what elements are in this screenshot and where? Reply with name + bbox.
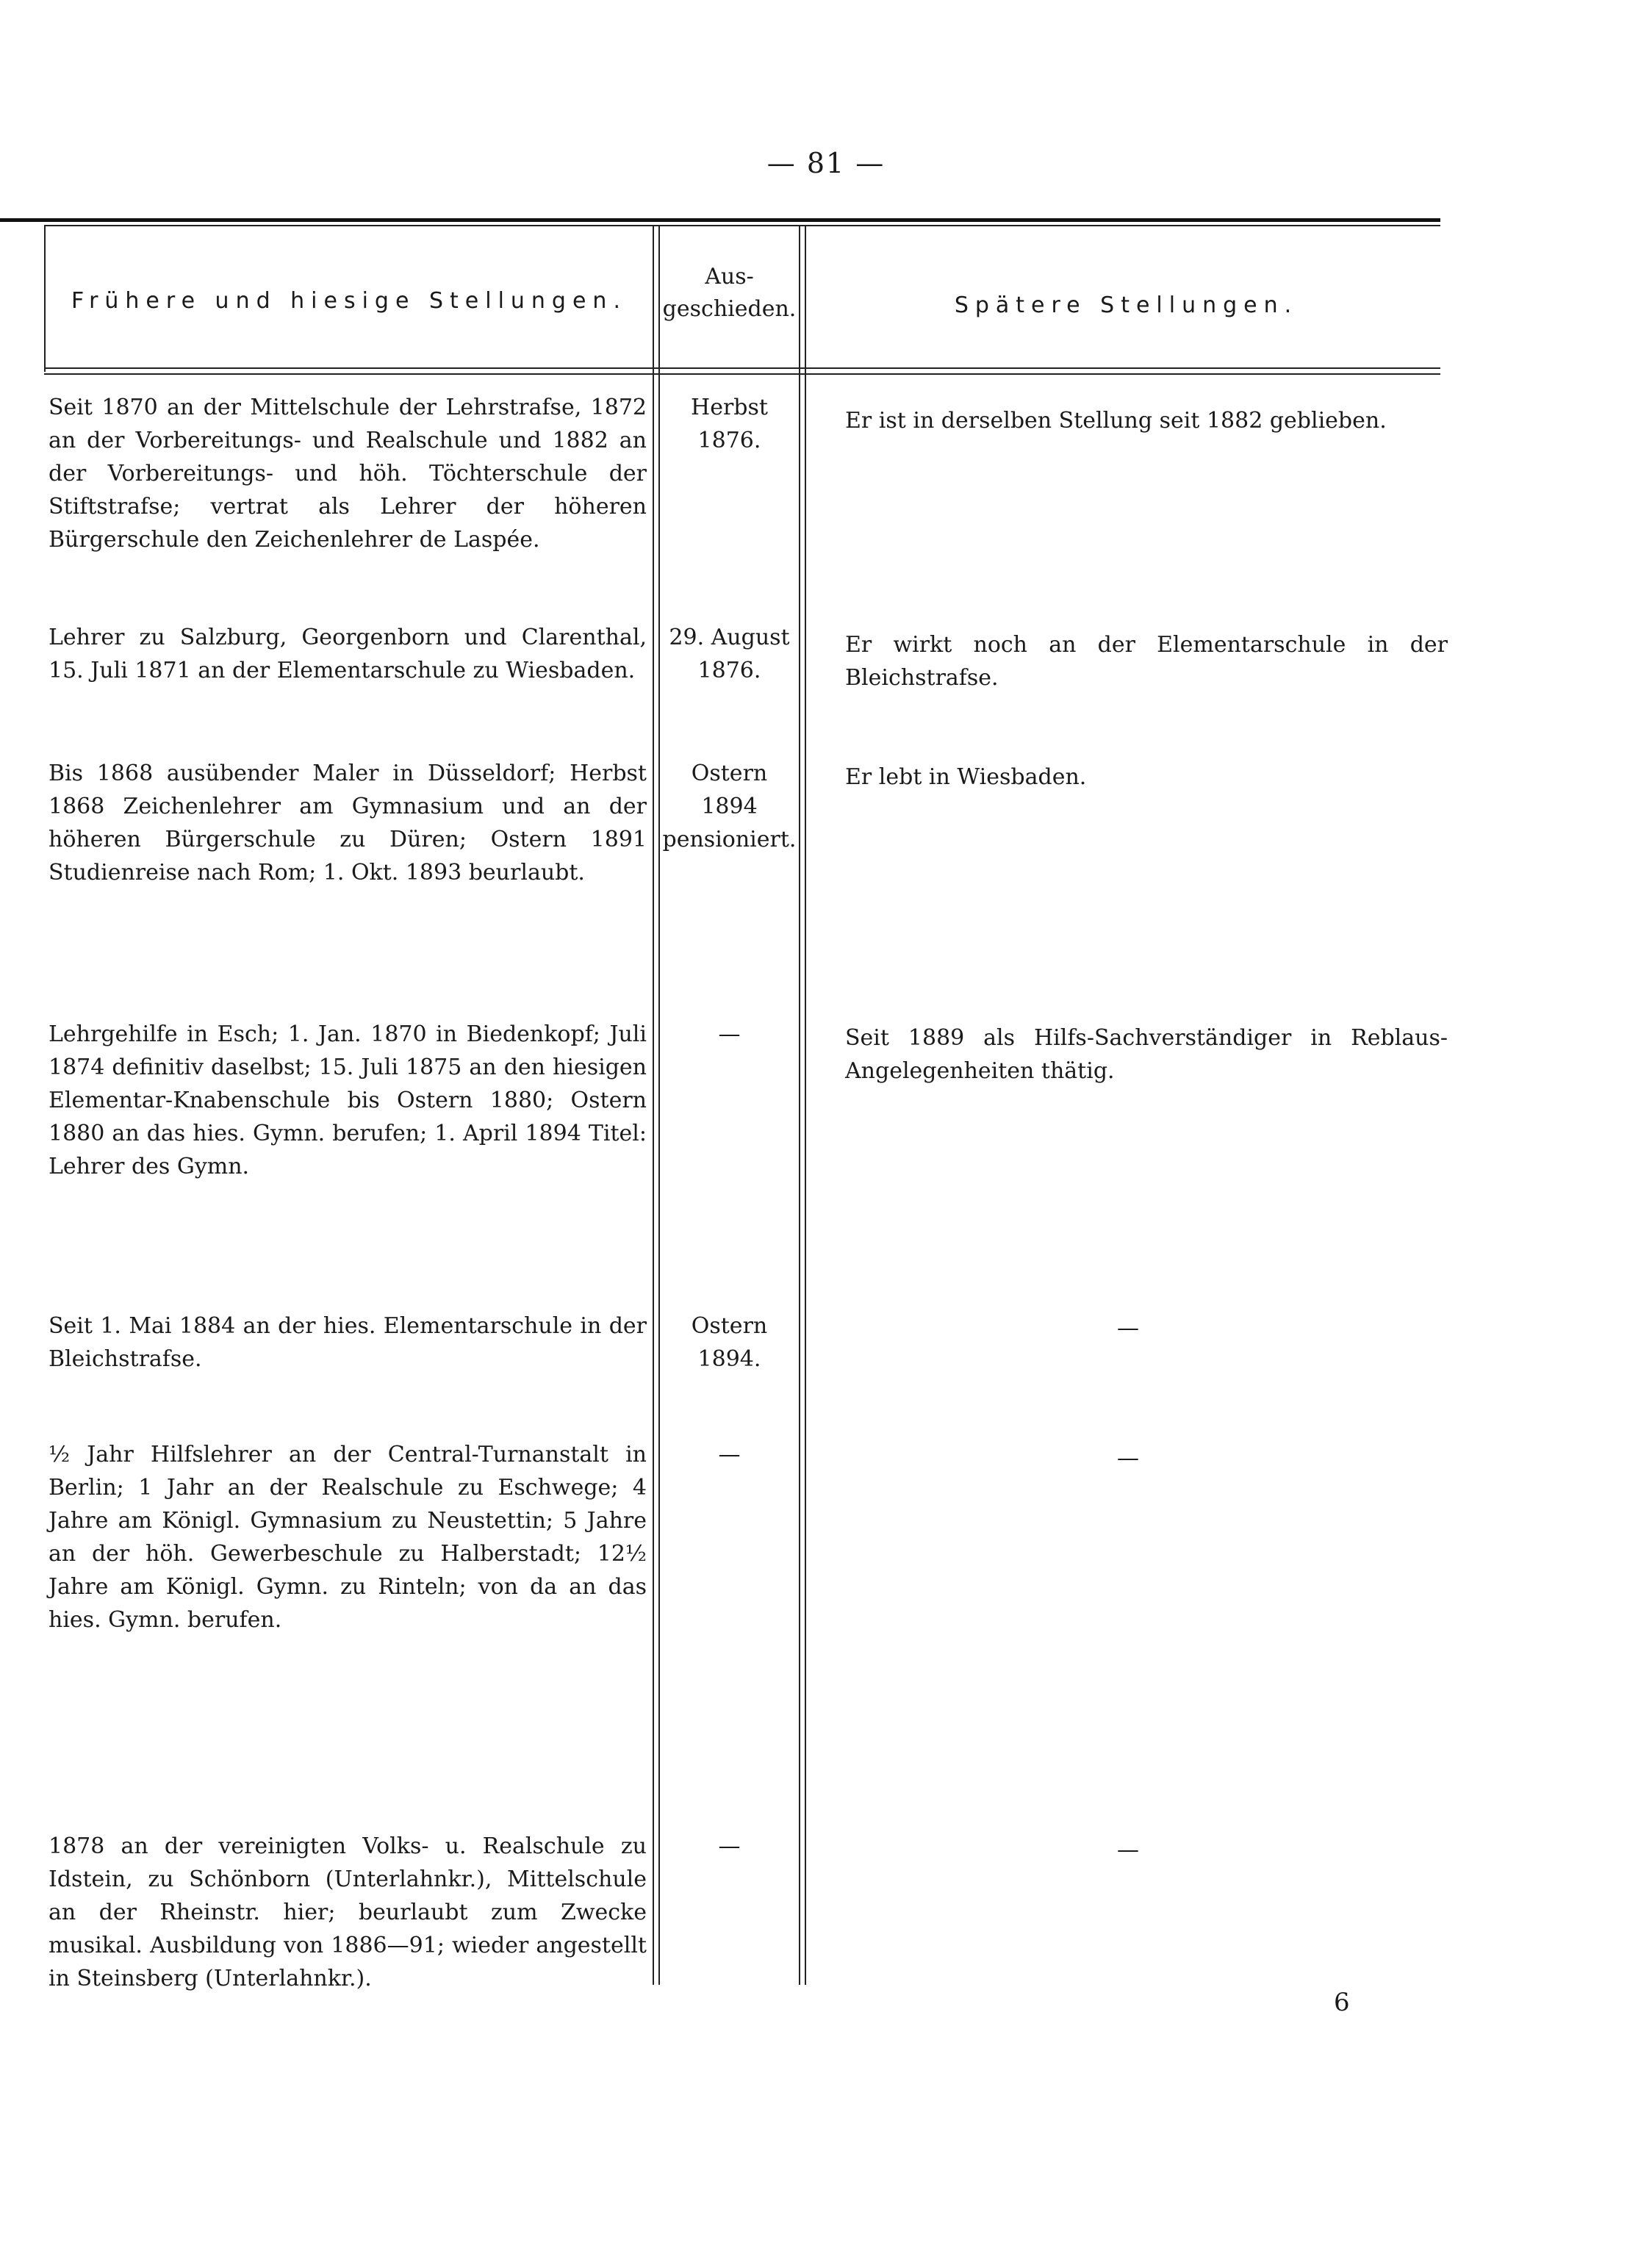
row-7-earlier: 1878 an der vereinigten Volks- u. Realschule zu Idstein, zu Schönborn (Unterlahnkr.), Mittelschule an der Rheinstr. hier; beurlaubt zum Zwecke musikal. Ausbildung von 1886—91; wieder angestellt in Steinsberg (Unterlahnkr.).: [49, 1833, 647, 1991]
table-top-rule: [0, 218, 1440, 222]
row-6-earlier: ½ Jahr Hilfslehrer an der Central-Turnanstalt in Berlin; 1 Jahr an der Realschule zu Eschwege; 4 Jahre am Königl. Gymnasium zu Neustettin; 5 Jahre an der höh. Gewerbeschule zu Halberstadt; 12½ Jahre am Königl. Gymn. zu Rinteln; von da an das hies. Gymn. berufen.: [49, 1442, 647, 1633]
row-5-left: Ostern 1894.: [691, 1313, 768, 1372]
row-2-left: 29. August 1876.: [669, 625, 790, 683]
row-1-later: Er ist in derselben Stellung seit 1882 geblieben.: [845, 408, 1387, 434]
row-4-later: Seit 1889 als Hilfs-Sachverständiger in Reblaus-Angelegenheiten thätig.: [845, 1025, 1448, 1084]
row-1-left: Herbst 1876.: [691, 395, 768, 453]
row-2-earlier: Lehrer zu Salzburg, Georgenborn und Clarenthal, 15. Juli 1871 an der Elementarschule zu Wiesbaden.: [49, 625, 647, 683]
col-rule-2b: [805, 225, 806, 1985]
header-rule-a: [44, 367, 1440, 369]
table-top-rule-thin: [44, 225, 1440, 226]
col-rule-1a: [653, 225, 654, 1985]
row-3-later: Er lebt in Wiesbaden.: [845, 764, 1087, 790]
row-4-left: —: [718, 1021, 741, 1047]
row-7-left: —: [718, 1833, 741, 1859]
row-6-left: —: [718, 1442, 741, 1467]
col-rule-left: [44, 225, 46, 372]
col-rule-1b: [658, 225, 660, 1985]
page-number: — 81 —: [766, 147, 886, 179]
header-earlier-positions: Frühere und hiesige Stellungen.: [71, 288, 627, 314]
header-rule-b: [44, 373, 1440, 375]
header-later-positions: Spätere Stellungen.: [954, 292, 1299, 318]
row-3-earlier: Bis 1868 ausübender Maler in Düsseldorf; Herbst 1868 Zeichenlehrer am Gymnasium und an der höheren Bürgerschule zu Düren; Ostern 1891 Studienreise nach Rom; 1. Okt. 1893 beurlaubt.: [49, 761, 647, 885]
row-5-earlier: Seit 1. Mai 1884 an der hies. Elementarschule in der Bleichstrafse.: [49, 1313, 647, 1372]
row-4-earlier: Lehrgehilfe in Esch; 1. Jan. 1870 in Biedenkopf; Juli 1874 definitiv daselbst; 15. Juli 1875 an den hiesigen Elementar-Knabenschule bis Ostern 1880; Ostern 1880 an das hies. Gymn. berufen; 1. April 1894 Titel: Lehrer des Gymn.: [49, 1021, 647, 1179]
row-3-left: Ostern 1894 pensioniert.: [662, 761, 797, 852]
signature-mark: 6: [1334, 1988, 1350, 2017]
row-6-later: —: [1117, 1445, 1139, 1471]
row-2-later: Er wirkt noch an der Elementarschule in der Bleichstrafse.: [845, 632, 1448, 691]
col-rule-2a: [799, 225, 800, 1985]
row-7-later: —: [1117, 1837, 1139, 1863]
header-left-date: Aus- geschieden.: [662, 264, 797, 322]
row-1-earlier: Seit 1870 an der Mittelschule der Lehrstrafse, 1872 an der Vorbereitungs- und Realschule und 1882 an der Vorbereitungs- und höh. Töchterschule der Stiftstrafse; vertrat als Lehrer der höheren Bürgerschule den Zeichenlehrer de Laspée.: [49, 395, 647, 553]
row-5-later: —: [1117, 1315, 1139, 1341]
